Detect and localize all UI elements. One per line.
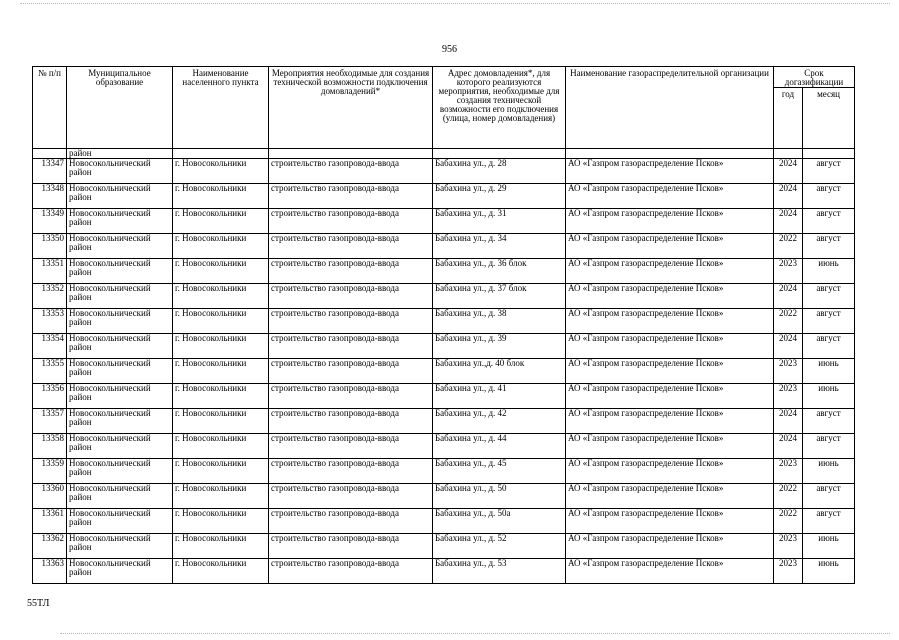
scan-noise-top: [20, 3, 890, 4]
col-header-organization: Наименование газораспределительной организации: [566, 67, 774, 149]
table-row: [33, 184, 855, 209]
cell-measure: строительство газопровода-ввода: [269, 259, 433, 284]
cell-measure: строительство газопровода-ввода: [269, 234, 433, 259]
cell-year: 2023: [774, 359, 803, 384]
cell-municipality: Новосокольнический район: [67, 459, 173, 484]
cell-municipality: Новосокольнический район: [67, 559, 173, 584]
cell-measure: строительство газопровода-ввода: [269, 334, 433, 359]
table-row: [33, 334, 855, 359]
table-row: [33, 209, 855, 234]
cell-num: 13347: [33, 159, 67, 184]
cell-month: август: [803, 409, 855, 434]
cell-address: Бабахина ул., д. 29: [433, 184, 566, 209]
cell-month: июнь: [803, 534, 855, 559]
cell-month: июнь: [803, 559, 855, 584]
table-row: [33, 384, 855, 409]
cell-settlement: г. Новосокольники: [173, 359, 269, 384]
cell-address: Бабахина ул., д. 53: [433, 559, 566, 584]
cell-organization: АО «Газпром газораспределение Псков»: [566, 384, 774, 409]
cell-settlement: г. Новосокольники: [173, 534, 269, 559]
cell-year: 2023: [774, 259, 803, 284]
table-row: [33, 234, 855, 259]
cell-year: 2022: [774, 234, 803, 259]
cell-municipality: Новосокольнический район: [67, 284, 173, 309]
cell-num: 13355: [33, 359, 67, 384]
cell-address: Бабахина ул., д. 38: [433, 309, 566, 334]
table-header: [33, 67, 855, 149]
cell-address: Бабахина ул., д. 41: [433, 384, 566, 409]
cell-num: 13351: [33, 259, 67, 284]
cell-organization: АО «Газпром газораспределение Псков»: [566, 259, 774, 284]
cell-organization: АО «Газпром газораспределение Псков»: [566, 284, 774, 309]
col-header-address: Адрес домовладения*, для которого реализуются мероприятия, необходимые для создания технической возможности его подключения (улица, номер домовладения): [433, 67, 566, 149]
cell-municipality: Новосокольнический район: [67, 309, 173, 334]
cell-municipality-continued: район: [67, 149, 173, 159]
cell-municipality: Новосокольнический район: [67, 384, 173, 409]
cell-num: 13352: [33, 284, 67, 309]
cell-measure: строительство газопровода-ввода: [269, 159, 433, 184]
col-header-deadline: Срок догазификации: [774, 67, 855, 88]
cell-address: Бабахина ул., д. 31: [433, 209, 566, 234]
col-header-month: месяц: [803, 88, 855, 149]
cell-num: 13356: [33, 384, 67, 409]
cell-month: август: [803, 234, 855, 259]
cell-municipality: Новосокольнический район: [67, 434, 173, 459]
cell-year: 2023: [774, 534, 803, 559]
cell-municipality: Новосокольнический район: [67, 209, 173, 234]
cell-address: Бабахина ул., д. 52: [433, 534, 566, 559]
cell-organization: АО «Газпром газораспределение Псков»: [566, 234, 774, 259]
cell-organization: АО «Газпром газораспределение Псков»: [566, 434, 774, 459]
cell-settlement: г. Новосокольники: [173, 234, 269, 259]
cell-settlement: г. Новосокольники: [173, 559, 269, 584]
cell-year: 2022: [774, 509, 803, 534]
cell-address: Бабахина ул., д. 42: [433, 409, 566, 434]
cell-settlement: г. Новосокольники: [173, 509, 269, 534]
cell-num: 13361: [33, 509, 67, 534]
cell-month: август: [803, 309, 855, 334]
cell-address: Бабахина ул., д. 44: [433, 434, 566, 459]
table-row: [33, 534, 855, 559]
cell-measure: строительство газопровода-ввода: [269, 384, 433, 409]
table-body: [33, 149, 855, 584]
cell-year: 2023: [774, 459, 803, 484]
cell-year: 2023: [774, 559, 803, 584]
cell-measure: строительство газопровода-ввода: [269, 359, 433, 384]
cell-num: 13359: [33, 459, 67, 484]
cell-municipality: Новосокольнический район: [67, 234, 173, 259]
cell-year: 2023: [774, 384, 803, 409]
table-row: [33, 434, 855, 459]
cell-settlement: г. Новосокольники: [173, 159, 269, 184]
cell-measure: строительство газопровода-ввода: [269, 534, 433, 559]
scan-noise-bottom: [60, 633, 890, 634]
cell-num: 13360: [33, 484, 67, 509]
cell-month: июнь: [803, 259, 855, 284]
cell-year: 2024: [774, 159, 803, 184]
cell-num: 13363: [33, 559, 67, 584]
table-row: [33, 509, 855, 534]
cell-month: август: [803, 434, 855, 459]
cell-settlement: г. Новосокольники: [173, 184, 269, 209]
cell-settlement: г. Новосокольники: [173, 409, 269, 434]
table-row: [33, 409, 855, 434]
cell-month: июнь: [803, 359, 855, 384]
cell-empty: [33, 149, 67, 159]
col-header-settlement: Наименование населенного пункта: [173, 67, 269, 149]
table-row: [33, 459, 855, 484]
cell-year: 2022: [774, 484, 803, 509]
cell-municipality: Новосокольнический район: [67, 159, 173, 184]
cell-settlement: г. Новосокольники: [173, 259, 269, 284]
cell-year: 2024: [774, 209, 803, 234]
cell-organization: АО «Газпром газораспределение Псков»: [566, 359, 774, 384]
cell-num: 13348: [33, 184, 67, 209]
cell-month: август: [803, 334, 855, 359]
cell-settlement: г. Новосокольники: [173, 209, 269, 234]
table-row: [33, 484, 855, 509]
col-header-municipality: Муниципальное образование: [67, 67, 173, 149]
cell-month: август: [803, 484, 855, 509]
cell-settlement: г. Новосокольники: [173, 434, 269, 459]
cell-year: 2024: [774, 184, 803, 209]
cell-address: Бабахина ул., д. 50: [433, 484, 566, 509]
table-row: [33, 284, 855, 309]
cell-empty: [173, 149, 269, 159]
gasification-table: [32, 66, 855, 584]
cell-num: 13362: [33, 534, 67, 559]
cell-month: июнь: [803, 384, 855, 409]
cell-settlement: г. Новосокольники: [173, 284, 269, 309]
col-header-num: № п/п: [33, 67, 67, 149]
continuation-row: [33, 149, 855, 159]
table-row: [33, 259, 855, 284]
cell-measure: строительство газопровода-ввода: [269, 459, 433, 484]
cell-measure: строительство газопровода-ввода: [269, 434, 433, 459]
cell-address: Бабахина ул., д. 28: [433, 159, 566, 184]
cell-month: июнь: [803, 459, 855, 484]
cell-month: август: [803, 284, 855, 309]
page-number: 956: [442, 44, 457, 55]
cell-month: август: [803, 184, 855, 209]
cell-measure: строительство газопровода-ввода: [269, 484, 433, 509]
cell-empty: [774, 149, 803, 159]
cell-municipality: Новосокольнический район: [67, 484, 173, 509]
cell-measure: строительство газопровода-ввода: [269, 284, 433, 309]
cell-municipality: Новосокольнический район: [67, 184, 173, 209]
cell-year: 2024: [774, 284, 803, 309]
cell-municipality: Новосокольнический район: [67, 534, 173, 559]
cell-address: Бабахина ул., д. 37 блок: [433, 284, 566, 309]
cell-year: 2024: [774, 409, 803, 434]
table-row: [33, 159, 855, 184]
cell-year: 2024: [774, 434, 803, 459]
cell-month: август: [803, 159, 855, 184]
cell-empty: [433, 149, 566, 159]
cell-month: август: [803, 509, 855, 534]
cell-address: Бабахина ул., д. 39: [433, 334, 566, 359]
cell-organization: АО «Газпром газораспределение Псков»: [566, 459, 774, 484]
cell-organization: АО «Газпром газораспределение Псков»: [566, 159, 774, 184]
cell-year: 2024: [774, 334, 803, 359]
cell-measure: строительство газопровода-ввода: [269, 309, 433, 334]
cell-municipality: Новосокольнический район: [67, 259, 173, 284]
cell-organization: АО «Газпром газораспределение Псков»: [566, 209, 774, 234]
cell-measure: строительство газопровода-ввода: [269, 509, 433, 534]
table-row: [33, 359, 855, 384]
cell-num: 13354: [33, 334, 67, 359]
cell-empty: [803, 149, 855, 159]
cell-municipality: Новосокольнический район: [67, 509, 173, 534]
cell-municipality: Новосокольнический район: [67, 409, 173, 434]
col-header-year: год: [774, 88, 803, 149]
cell-num: 13349: [33, 209, 67, 234]
cell-address: Бабахина ул.,д. 40 блок: [433, 359, 566, 384]
cell-organization: АО «Газпром газораспределение Псков»: [566, 534, 774, 559]
cell-num: 13357: [33, 409, 67, 434]
cell-organization: АО «Газпром газораспределение Псков»: [566, 184, 774, 209]
cell-empty: [269, 149, 433, 159]
cell-settlement: г. Новосокольники: [173, 484, 269, 509]
cell-organization: АО «Газпром газораспределение Псков»: [566, 509, 774, 534]
cell-address: Бабахина ул., д. 34: [433, 234, 566, 259]
cell-measure: строительство газопровода-ввода: [269, 559, 433, 584]
cell-address: Бабахина ул., д. 36 блок: [433, 259, 566, 284]
cell-organization: АО «Газпром газораспределение Псков»: [566, 334, 774, 359]
cell-organization: АО «Газпром газораспределение Псков»: [566, 484, 774, 509]
cell-num: 13353: [33, 309, 67, 334]
col-header-measures: Мероприятия необходимые для создания технической возможности подключения домовладений*: [269, 67, 433, 149]
cell-measure: строительство газопровода-ввода: [269, 409, 433, 434]
cell-num: 13350: [33, 234, 67, 259]
cell-organization: АО «Газпром газораспределение Псков»: [566, 409, 774, 434]
cell-municipality: Новосокольнический район: [67, 334, 173, 359]
cell-empty: [566, 149, 774, 159]
cell-settlement: г. Новосокольники: [173, 309, 269, 334]
cell-year: 2022: [774, 309, 803, 334]
cell-measure: строительство газопровода-ввода: [269, 184, 433, 209]
cell-measure: строительство газопровода-ввода: [269, 209, 433, 234]
cell-month: август: [803, 209, 855, 234]
cell-organization: АО «Газпром газораспределение Псков»: [566, 309, 774, 334]
cell-num: 13358: [33, 434, 67, 459]
cell-settlement: г. Новосокольники: [173, 459, 269, 484]
cell-municipality: Новосокольнический район: [67, 359, 173, 384]
footer-code: 55ТЛ: [27, 598, 50, 609]
table-row: [33, 559, 855, 584]
cell-address: Бабахина ул., д. 45: [433, 459, 566, 484]
cell-settlement: г. Новосокольники: [173, 334, 269, 359]
cell-organization: АО «Газпром газораспределение Псков»: [566, 559, 774, 584]
cell-address: Бабахина ул., д. 50а: [433, 509, 566, 534]
cell-settlement: г. Новосокольники: [173, 384, 269, 409]
table-row: [33, 309, 855, 334]
